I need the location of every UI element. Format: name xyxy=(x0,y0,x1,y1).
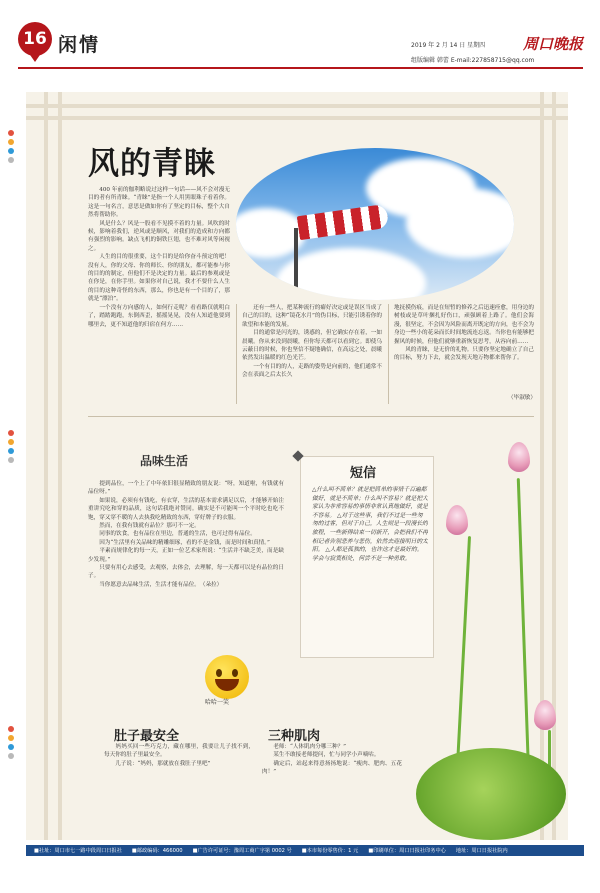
haha-banner: 哈哈一笑 xyxy=(205,699,230,706)
article-column-1: 400 年前的伽利略说过这样一句话——风不会对漫无目的者有所青睐。“青睐”是指一个人用黑眼珠子看着你。这是一句名言，意思是做如你有了坚定的目标，整个大自然将帮助你。 风是什么？风是一股看不见摸不着的力量。风吹的时候，影响着我们，逆风或是顺风，对我们的造成和方向都有强烈的影响。缺点飞机的铜铁巨翅，也不难对风等闲视之。 人生的目的很重要，这个目的是给你奋斗预定的吧！没有人，你的父母、你的师长、你的朋友，都可能参与你的目的的制定，但他们不是决定的力量。最后的参观或是在你是，在你手里。如果你对自己说，我才不要什么人生的目的这种奇怪的东西，那么，你也是有一个目的了，那就是“漂泊”。 一个没有方向感的人，如何行走呢？看看路仅就明白了，踏踏跑跑，东倒西歪，摇摇晃晃，没有人知道他要到哪里去，更不知道他的归宿在何方…… xyxy=(88,187,230,328)
footer-item: ■本市每份零售价：1 元 xyxy=(301,848,359,854)
page-number: 16 xyxy=(18,22,52,56)
footer-item: ■邮政编码：466000 xyxy=(131,848,183,854)
windsock-pole xyxy=(294,228,298,294)
section-divider xyxy=(88,416,534,417)
issue-date: 2019 年 2 月 14 日 星期四 xyxy=(411,42,486,49)
joke1-title: 肚子最安全 xyxy=(114,729,180,744)
column-divider xyxy=(236,304,237,404)
header-rule xyxy=(18,67,583,69)
decorative-stripe xyxy=(552,92,556,840)
footer-bar xyxy=(26,845,584,856)
article-column-2: 还有一些人，把某种流行的癖好决定或是误区当成了自己的目的，这种“镜花水月”的伪目标，只能引诱着你的欲望和本能的发展。 目的通常是闪光的，诱惑的，但它确实存在着，一如晨曦。你从来没到晨曦，但你每天都可以看到它。即使乌云蔽日的时候，你也坚信不疑地确信，在高远之处，晨曦依然发出温暖的红色光芒。 一个有目的的人，走路的姿势是向前的，他们通常不会在表面之后太长久 xyxy=(242,305,382,379)
newspaper-logo: 周口晚报 xyxy=(523,35,584,53)
decorative-stripe xyxy=(58,92,62,840)
decorative-stripe xyxy=(26,104,568,108)
article-byline: （毕淑敏） xyxy=(508,395,536,401)
sms-body: △什么叫不简单？就是把简单的事情千百遍都做好，就是不简单；什么叫不容易？就是把大家认为非常容易的事情非常认真地做好，就是不容易。 △对于这些事，我们不过是一些匆匆的过客，但对于自己，人生则是一段漫长的旅程，一些新得结束一切新开，会把我们不再相记者告别悲养与悲伤，依然去迎接明日的太阳。 △人都是孤独的，也许这才是最好的。学会与寂寞相处，何尝不是一种勇敢。 xyxy=(312,487,428,562)
article-column-3: 地抚摸伤痕，而是在短暂的修养之后迅速痊愈，用身边的树枝或是草叶捆扎好伤口，顽强顾着上路了。他们会海漫，很坚定，不会因为风险而离开既定的方向，也不会为身边一些小的花朵而长时间地流连忘返。当你也有能够把握风的时候，但他们就够重新恢复思考，从容向前…… 风的青睐，是无价的礼物。只要你坚定地确立了自己的目标，努力下去，就会发现天地万物都来帮你了。 xyxy=(394,305,534,362)
decorative-stripe xyxy=(44,92,48,840)
footer-item: ■广告许可证号：豫周工商广字第 0002 号 xyxy=(192,848,292,854)
footer-item: ■印刷单位：周口日报社印务中心 xyxy=(368,848,446,854)
pinwei-body: 提到品位，一个上了中年依旧很显精致的朋友说：“呀，知道啦，有钱就有品位呀。” 如果说，必须有有钱吃，有衣穿，生活的基本需求满足以后，才能够开始注重讲究吃和穿的品质，这句话我绝对赞同。确实是不可能叫一个平时吃也吃不饱，穿又穿不暖的人去执我吃精致的东西，穿好牌子的衣服。 然而，在我有钱就有品位？那可不一定。 同事的饮食，也有品位在里边，普通的生活，也可过得有品位。 因为“生活里有关品味的精雕细琢，看的不是金钱，而是时间和真情。” 平素而规律化的每一天，正如一位艺术家所说：“生活并不缺乏美，而是缺少发现。” 只要有用心去感受，去观察，去体会，去理解，每一天都可以是有品位的日子。 当你愿意去品味生活，生活才能有品位。 （朵拉） xyxy=(88,481,284,588)
article-title: 风的青睐 xyxy=(88,146,216,182)
windsock-photo xyxy=(236,148,514,300)
footer-item: 地址：周口日报社院内 xyxy=(455,848,508,854)
footer-item: ■社址：周口市七一路中段周口日报社 xyxy=(34,848,122,854)
windsock xyxy=(297,204,389,240)
joke1-body: 妈妈买回一些巧克力，藏在哪里，我要让儿子找不到，每天你的肚子里最安全。 儿子说：“妈妈，那就放在我肚子里吧” xyxy=(104,744,254,767)
section-title: 闲情 xyxy=(58,34,101,56)
sms-title: 短信 xyxy=(350,466,377,481)
decorative-stripe xyxy=(26,116,568,120)
smiley-icon xyxy=(205,655,249,699)
joke2-title: 三种肌肉 xyxy=(268,729,321,744)
joke2-body: 老师：“人体肌肉分哪三种？” 某生不敢接老师提问，忙与同学小声嘀咕。 确定后，站起来得意扬扬地说：“瘦肉、肥肉、五花肉！” xyxy=(262,744,402,776)
pinwei-title: 品味生活 xyxy=(140,454,189,468)
editor-info: 组版编辑 韩蕾 E-mail:227858715@qq.com xyxy=(411,57,535,64)
column-divider xyxy=(388,304,389,404)
